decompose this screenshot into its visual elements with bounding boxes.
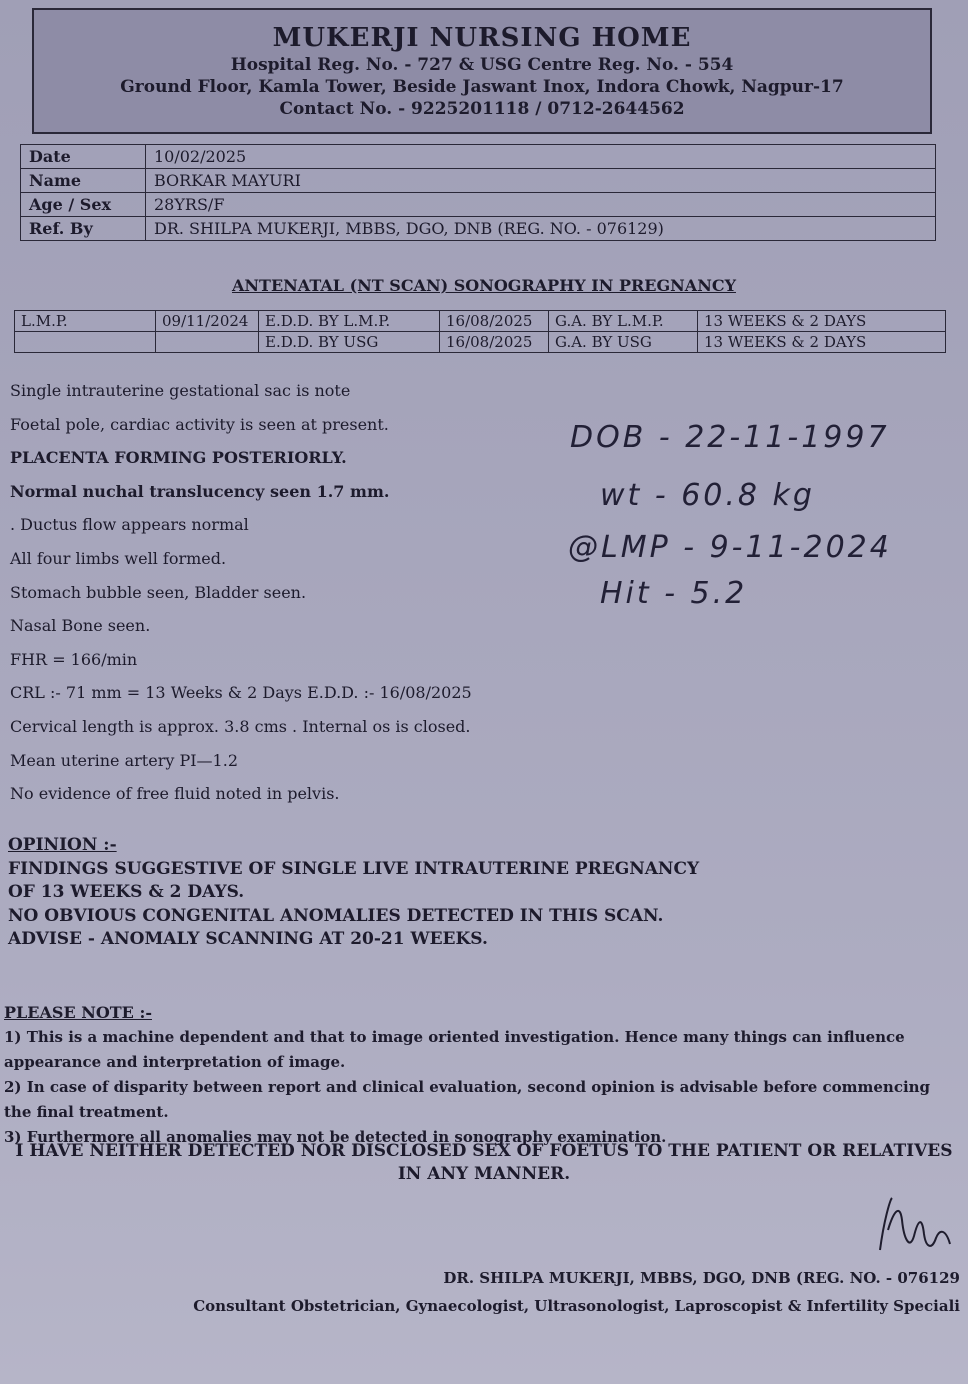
ref-by-value: DR. SHILPA MUKERJI, MBBS, DGO, DNB (REG. NO. - 076129): [146, 217, 936, 241]
list-item: Foetal pole, cardiac activity is seen at present.: [10, 414, 389, 434]
table-row: [21, 145, 936, 169]
report-title: ANTENATAL (NT SCAN) SONOGRAPHY IN PREGNANCY: [232, 276, 736, 295]
list-item: PLACENTA FORMING POSTERIORLY.: [10, 448, 347, 468]
date-label: Date: [21, 145, 146, 169]
signature-mark: [870, 1190, 960, 1260]
list-item: FHR = 166/min: [10, 649, 138, 669]
note-item: 1) This is a machine dependent and that to image oriented investigation. Hence many things can influence appearance and interpretation of image.: [4, 1028, 905, 1071]
list-item: Normal nuchal translucency seen 1.7 mm.: [10, 481, 390, 501]
handwritten-weight: wt - 60.8 kg: [600, 478, 815, 513]
lmp-value: 09/11/2024: [156, 311, 259, 332]
hospital-header: [32, 8, 932, 134]
ga-usg-label: G.A. BY USG: [549, 332, 698, 353]
handwritten-height: Hit - 5.2: [600, 576, 748, 611]
hospital-reg: Hospital Reg. No. - 727 & USG Centre Reg. No. - 554: [230, 55, 734, 75]
list-item: CRL :- 71 mm = 13 Weeks & 2 Days E.D.D. :- 16/08/2025: [10, 683, 472, 703]
ga-lmp-value: 13 WEEKS & 2 DAYS: [698, 311, 946, 332]
age-sex-label: Age / Sex: [21, 193, 146, 217]
declaration-line: I HAVE NEITHER DETECTED NOR DISCLOSED SEX OF FOETUS TO THE PATIENT OR RELATIVES: [15, 1141, 953, 1161]
opinion-line: OF 13 WEEKS & 2 DAYS.: [8, 882, 245, 902]
list-item: Single intrauterine gestational sac is note: [10, 381, 351, 400]
dates-table: [14, 310, 946, 353]
list-item: Stomach bubble seen, Bladder seen.: [10, 582, 307, 602]
findings-list: [10, 376, 570, 813]
table-row: [21, 169, 936, 193]
declaration-line: IN ANY MANNER.: [397, 1164, 571, 1184]
table-row: [15, 311, 946, 332]
empty-cell: [15, 332, 156, 353]
name-value: BORKAR MAYURI: [146, 169, 936, 193]
opinion-line: NO OBVIOUS CONGENITAL ANOMALIES DETECTED IN THIS SCAN.: [8, 905, 664, 926]
date-value: 10/02/2025: [146, 145, 936, 169]
patient-info-table: [20, 144, 936, 241]
note-item: 3) Furthermore all anomalies may not be detected in sonography examination.: [4, 1128, 667, 1146]
lmp-label: L.M.P.: [15, 311, 156, 332]
doctor-name: DR. SHILPA MUKERJI, MBBS, DGO, DNB (REG. NO. - 076129: [443, 1269, 960, 1287]
list-item: Nasal Bone seen.: [10, 616, 151, 636]
notes-label: PLEASE NOTE :-: [4, 1003, 152, 1022]
doctor-title: Consultant Obstetrician, Gynaecologist, Ultrasonologist, Laproscopist & Infertility Speciali: [193, 1297, 960, 1315]
table-row: [15, 332, 946, 353]
hospital-contact: Contact No. - 9225201118 / 0712-2644562: [279, 99, 685, 119]
doctor-signature-block: [193, 1264, 960, 1320]
edd-lmp-value: 16/08/2025: [440, 311, 549, 332]
list-item: No evidence of free fluid noted in pelvis.: [10, 784, 340, 804]
edd-usg-value: 16/08/2025: [440, 332, 549, 353]
handwritten-lmp: @LMP - 9-11-2024: [568, 530, 892, 565]
notes-section: [4, 1000, 954, 1150]
list-item: . Ductus flow appears normal: [10, 515, 249, 535]
list-item: Mean uterine artery PI—1.2: [10, 750, 238, 770]
hospital-address: Ground Floor, Kamla Tower, Beside Jaswant Inox, Indora Chowk, Nagpur-17: [120, 77, 844, 97]
note-item: 2) In case of disparity between report and clinical evaluation, second opinion is advisable before commencing the final treatment.: [4, 1078, 931, 1121]
ga-lmp-label: G.A. BY L.M.P.: [549, 311, 698, 332]
table-row: [21, 193, 936, 217]
edd-usg-label: E.D.D. BY USG: [259, 332, 440, 353]
opinion-line: FINDINGS SUGGESTIVE OF SINGLE LIVE INTRAUTERINE PREGNANCY: [8, 858, 700, 879]
opinion-section: [8, 834, 699, 952]
declaration: [0, 1140, 968, 1186]
name-label: Name: [21, 169, 146, 193]
opinion-label: OPINION :-: [8, 835, 117, 855]
handwritten-dob: DOB - 22-11-1997: [570, 420, 890, 455]
list-item: Cervical length is approx. 3.8 cms . Internal os is closed.: [10, 716, 471, 736]
table-row: [21, 217, 936, 241]
ga-usg-value: 13 WEEKS & 2 DAYS: [698, 332, 946, 353]
empty-cell: [156, 332, 259, 353]
hospital-name: MUKERJI NURSING HOME: [272, 23, 692, 53]
ref-by-label: Ref. By: [21, 217, 146, 241]
edd-lmp-label: E.D.D. BY L.M.P.: [259, 311, 440, 332]
opinion-line: ADVISE - ANOMALY SCANNING AT 20-21 WEEKS.: [8, 929, 488, 949]
age-sex-value: 28YRS/F: [146, 193, 936, 217]
list-item: All four limbs well formed.: [10, 548, 227, 568]
